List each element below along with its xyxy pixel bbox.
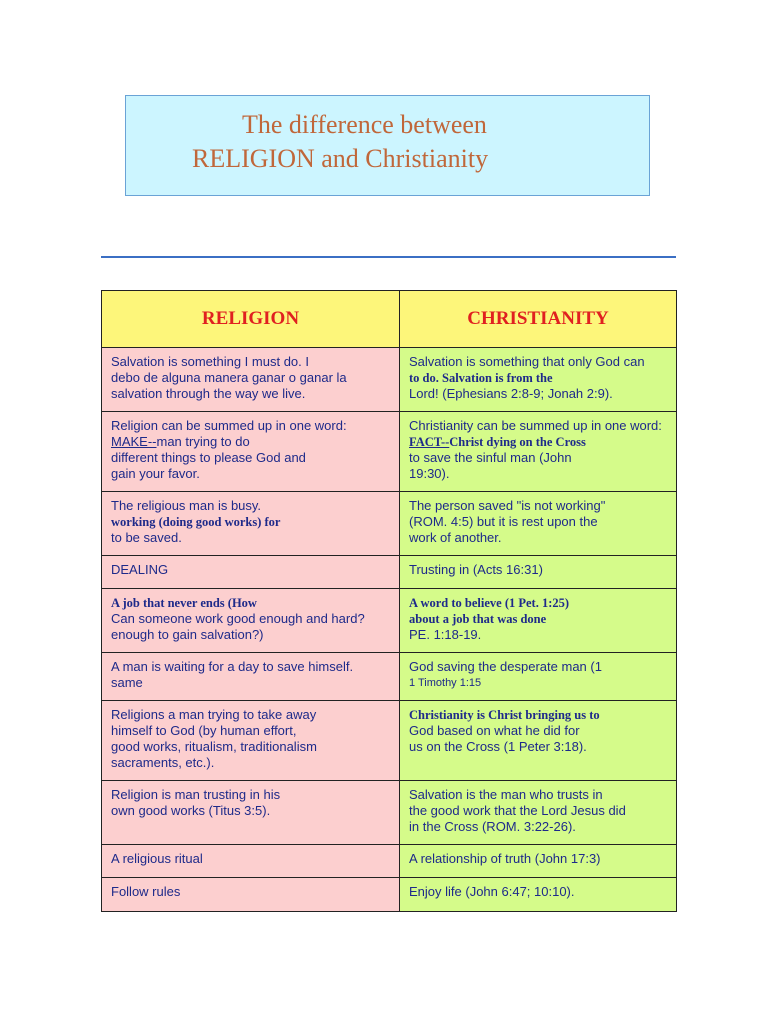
christianity-cell <box>400 412 677 492</box>
table-row <box>102 653 677 701</box>
religion-cell <box>102 878 400 912</box>
title-line-1: The difference between <box>242 110 487 139</box>
religion-cell <box>102 653 400 701</box>
christianity-header: CHRISTIANITY <box>400 291 677 348</box>
header-row <box>102 291 677 348</box>
christianity-cell <box>400 589 677 653</box>
cell-line: different things to please God and <box>111 450 306 465</box>
cell-line: enough to gain salvation?) <box>111 627 264 642</box>
religion-cell <box>102 701 400 781</box>
cell-line: God based on what he did for <box>409 723 580 738</box>
cell-line: Religions a man trying to take away <box>111 707 317 722</box>
cell-line: PE. 1:18-19. <box>409 627 482 642</box>
comparison-table <box>101 290 677 912</box>
cell-line: in the Cross (ROM. 3:22-26). <box>409 819 576 834</box>
cell-line: own good works (Titus 3:5). <box>111 803 271 818</box>
cell-line: same <box>111 675 143 690</box>
cell-line: Salvation is something I must do. I <box>111 354 309 369</box>
cell-line: God saving the desperate man (1 <box>409 659 602 674</box>
cell-line: Lord! (Ephesians 2:8-9; Jonah 2:9). <box>409 386 613 401</box>
christianity-cell <box>400 701 677 781</box>
table-row <box>102 348 677 412</box>
religion-cell <box>102 781 400 845</box>
cell-line: DEALING <box>111 562 169 577</box>
cell-text: man trying to do <box>156 434 250 449</box>
religion-cell <box>102 348 400 412</box>
keyword-make: MAKE-- <box>111 434 157 449</box>
title-line-2: RELIGION and Christianity <box>192 144 489 173</box>
cell-line: us on the Cross (1 Peter 3:18). <box>409 739 587 754</box>
cell-line: Salvation is something that only God can <box>409 354 645 369</box>
cell-text: Christ dying on the Cross <box>449 435 586 449</box>
cell-line: (ROM. 4:5) but it is rest upon the <box>409 514 598 529</box>
divider-line <box>101 256 676 258</box>
christianity-cell <box>400 492 677 556</box>
cell-line: to be saved. <box>111 530 182 545</box>
cell-line-bold: to do. Salvation is from the <box>409 371 553 385</box>
religion-cell <box>102 492 400 556</box>
christianity-cell <box>400 348 677 412</box>
table-row <box>102 412 677 492</box>
cell-line: good works, ritualism, traditionalism <box>111 739 317 754</box>
cell-line: Trusting in (Acts 16:31) <box>409 562 543 577</box>
table-row <box>102 556 677 589</box>
cell-line: debo de alguna manera ganar o ganar la <box>111 370 347 385</box>
cell-line: The person saved "is not working" <box>409 498 606 513</box>
cell-line: Follow rules <box>111 884 181 899</box>
cell-line: A religious ritual <box>111 851 203 866</box>
religion-cell <box>102 556 400 589</box>
cell-line: A man is waiting for a day to save himself. <box>111 659 354 674</box>
cell-line: Enjoy life (John 6:47; 10:10). <box>409 884 575 899</box>
religion-cell <box>102 412 400 492</box>
table-row <box>102 878 677 912</box>
cell-line: Christianity can be summed up in one word: <box>409 418 662 433</box>
religion-header: RELIGION <box>102 291 400 348</box>
cell-line-composite <box>409 434 667 450</box>
cell-line: Salvation is the man who trusts in <box>409 787 603 802</box>
keyword-fact: FACT-- <box>409 435 450 449</box>
christianity-cell <box>400 878 677 912</box>
cell-line-bold: A word to believe (1 Pet. 1:25) <box>409 596 570 610</box>
christianity-cell <box>400 845 677 878</box>
religion-cell <box>102 589 400 653</box>
cell-line: to save the sinful man (John <box>409 450 572 465</box>
cell-line-bold: Christianity is Christ bringing us to <box>409 708 600 722</box>
christianity-cell <box>400 556 677 589</box>
cell-line: Religion can be summed up in one word: <box>111 418 347 433</box>
cell-line: himself to God (by human effort, <box>111 723 297 738</box>
table-row <box>102 781 677 845</box>
cell-line-bold: about a job that was done <box>409 612 547 626</box>
cell-line: gain your favor. <box>111 466 200 481</box>
cell-line: the good work that the Lord Jesus did <box>409 803 626 818</box>
cell-line-bold: A job that never ends (How <box>111 596 257 610</box>
table-row <box>102 701 677 781</box>
cell-line: The religious man is busy. <box>111 498 262 513</box>
cell-line: A relationship of truth (John 17:3) <box>409 851 601 866</box>
table-row <box>102 845 677 878</box>
cell-line: Religion is man trusting in his <box>111 787 281 802</box>
cell-line-small: 1 Timothy 1:15 <box>409 677 482 689</box>
title-box <box>125 95 650 196</box>
table-row <box>102 492 677 556</box>
christianity-cell <box>400 781 677 845</box>
table-row <box>102 589 677 653</box>
christianity-cell <box>400 653 677 701</box>
cell-line: salvation through the way we live. <box>111 386 306 401</box>
cell-line: Can someone work good enough and hard? <box>111 611 365 626</box>
cell-line-bold: working (doing good works) for <box>111 515 281 529</box>
cell-line: sacraments, etc.). <box>111 755 215 770</box>
cell-line-composite <box>111 434 390 450</box>
cell-line: work of another. <box>409 530 502 545</box>
religion-cell <box>102 845 400 878</box>
cell-line: 19:30). <box>409 466 450 481</box>
